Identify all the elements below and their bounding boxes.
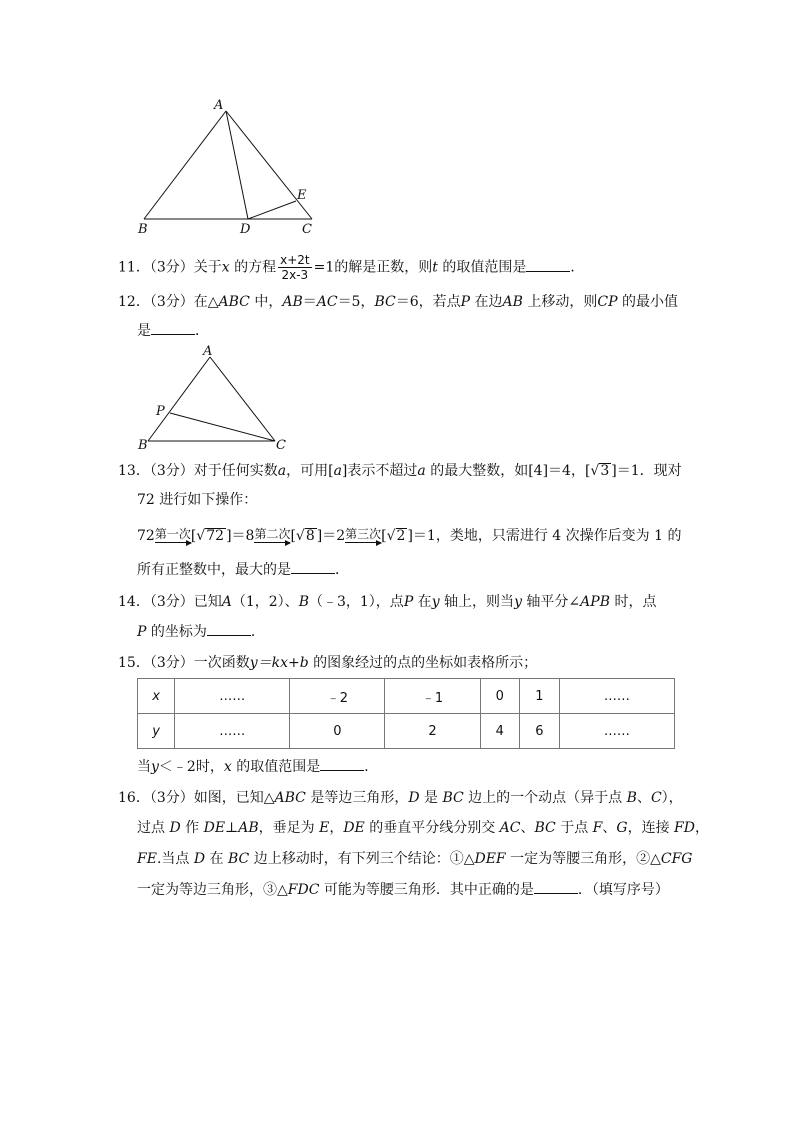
table-cell: 0 [290,714,385,749]
value-table [137,678,675,749]
table-row [138,679,675,714]
question-text: ， [694,820,709,836]
answer-blank[interactable] [207,623,251,636]
segment-pc [170,413,275,441]
answer-blank[interactable] [320,758,364,771]
answer-blank[interactable] [526,259,570,272]
question-text: ⊥ [225,820,239,836]
question-12: 12．（3分）在△ABC 中，AB＝AC＝5，BC＝6，若点P 在边AB 上移动，则CP 的最小值 [118,294,678,310]
math-symbol: ABC [274,790,306,806]
table-cell: …… [175,679,290,714]
table-cell: 2 [385,714,480,749]
answer-blank[interactable] [151,322,195,335]
question-text: 的垂直平分线分别交 [364,820,500,836]
question-15: 15．（3分）一次函数y＝kx+b 的图象经过的点的坐标如表格所示； [118,655,538,671]
label-b: B [138,438,148,453]
table-cell: …… [559,679,674,714]
question-13-line3: 72 第一次 [√72 ]＝8 第二次 [√8 ]＝2 第三次 [√2 ]＝1，类地，只需进行 4 次操作后变为 1 的 [137,527,682,544]
segment-ab [148,357,210,441]
math-symbol: BC [442,790,464,806]
figure-triangle-abc-with-cp [130,343,300,455]
question-13-line2: 72 进行如下操作： [137,492,258,508]
question-14-line2: P 的坐标为 ． [137,624,265,640]
question-16-line3 [137,850,692,868]
question-text: 在 [205,851,228,867]
question-text: 是 [419,790,443,806]
label-p: P [156,404,165,419]
math-symbol: C [650,790,662,806]
question-16-line1 [118,789,683,807]
question-text: 、 [602,820,617,836]
math-symbol: BC [534,820,556,836]
question-text: ，垂足为 [258,820,320,836]
table-cell: 4 [480,714,520,749]
question-text: 边上的一个动点（异于点 [463,790,627,806]
segment-ad [226,111,248,219]
math-symbol: F [592,820,603,836]
math-symbol: DE [343,820,365,836]
question-14: 14．（3分）已知A（1，2）、B（﹣3，1），点P 在y 轴上，则当y 轴平分∠APB 时，点 [118,594,657,610]
question-text: 作 [180,820,204,836]
label-b: B [138,222,148,237]
question-11: 11．（3分）关于x 的方程 $\frac{x+2t}{2x-3}$ =1的解是正数，则t 的取值范围是 ． [118,253,585,282]
math-symbol: D [408,790,420,806]
math-symbol: BC [227,851,250,867]
question-15-line2: 当y＜﹣2时，x 的取值范围是 ． [137,759,379,775]
math-symbol: E [319,820,330,836]
question-text: ）， [661,790,683,806]
math-symbol: D [193,851,206,867]
math-symbol: CFG [660,851,693,867]
answer-blank[interactable] [291,561,335,574]
question-text: 一定为等腰三角形，②△ [505,851,661,867]
question-13-line4: 所有正整数中，最大的是 ． [137,562,349,578]
question-text: 于点 [555,820,593,836]
math-symbol: G [616,820,628,836]
table-cell: …… [175,714,290,749]
question-text: 一定为等边三角形，③△ [137,882,288,898]
figure-triangle-abc-with-de [130,95,330,237]
label-a: A [214,98,224,113]
arrow-first: 第一次 [154,527,191,541]
question-text: 、 [520,820,535,836]
label-d: D [240,222,251,237]
table-cell: 1 [520,679,560,714]
arrow-third: 第三次 [345,527,382,541]
label-a: A [203,344,213,359]
question-text: ．（填写序号） [577,882,669,898]
math-symbol: AB [238,820,259,836]
segment-ac [210,357,275,441]
question-16-line4 [137,881,669,899]
table-row [138,714,675,749]
table-cell: ﹣1 [385,679,480,714]
question-text: 是等边三角形， [305,790,409,806]
math-symbol: D [169,820,181,836]
math-symbol: FE [137,851,157,867]
question-text: ， [329,820,344,836]
question-text: 边上移动时，有下列三个结论：①△ [249,851,475,867]
question-text: 、 [636,790,651,806]
arrow-second: 第二次 [254,527,291,541]
fraction: $\frac{x+2t}{2x-3}$ [280,253,310,282]
table-cell: y [138,714,175,749]
table-cell: 6 [520,714,560,749]
math-symbol: B [626,790,637,806]
math-symbol: AC [499,820,521,836]
question-text: ，连接 [627,820,675,836]
question-text: 可能为等腰三角形．其中正确的是 [319,882,534,898]
math-symbol: DE [203,820,226,836]
answer-blank[interactable] [534,881,578,894]
label-c: C [302,222,312,237]
segment-de [248,201,296,219]
question-13: 13．（3分）对于任何实数a，可用[a]表示不超过a 的最大整数，如[4]＝4，[√3 ]＝1．现对 [118,463,682,479]
question-text: .当点 [156,851,194,867]
table-cell: 0 [480,679,520,714]
table-cell: x [138,679,175,714]
question-12-line2: 是 ． [137,323,209,339]
label-c: C [276,438,286,453]
table-cell: …… [559,714,674,749]
segment-ab [144,111,226,219]
question-text: 过点 [137,820,170,836]
question-text: 16．（3分）如图，已知△ [118,790,275,806]
math-symbol: FD [674,820,695,836]
math-symbol: FDC [287,882,320,898]
question-16-line2 [137,819,709,837]
label-e: E [297,188,307,203]
table-cell: ﹣2 [290,679,385,714]
math-symbol: DEF [474,851,506,867]
